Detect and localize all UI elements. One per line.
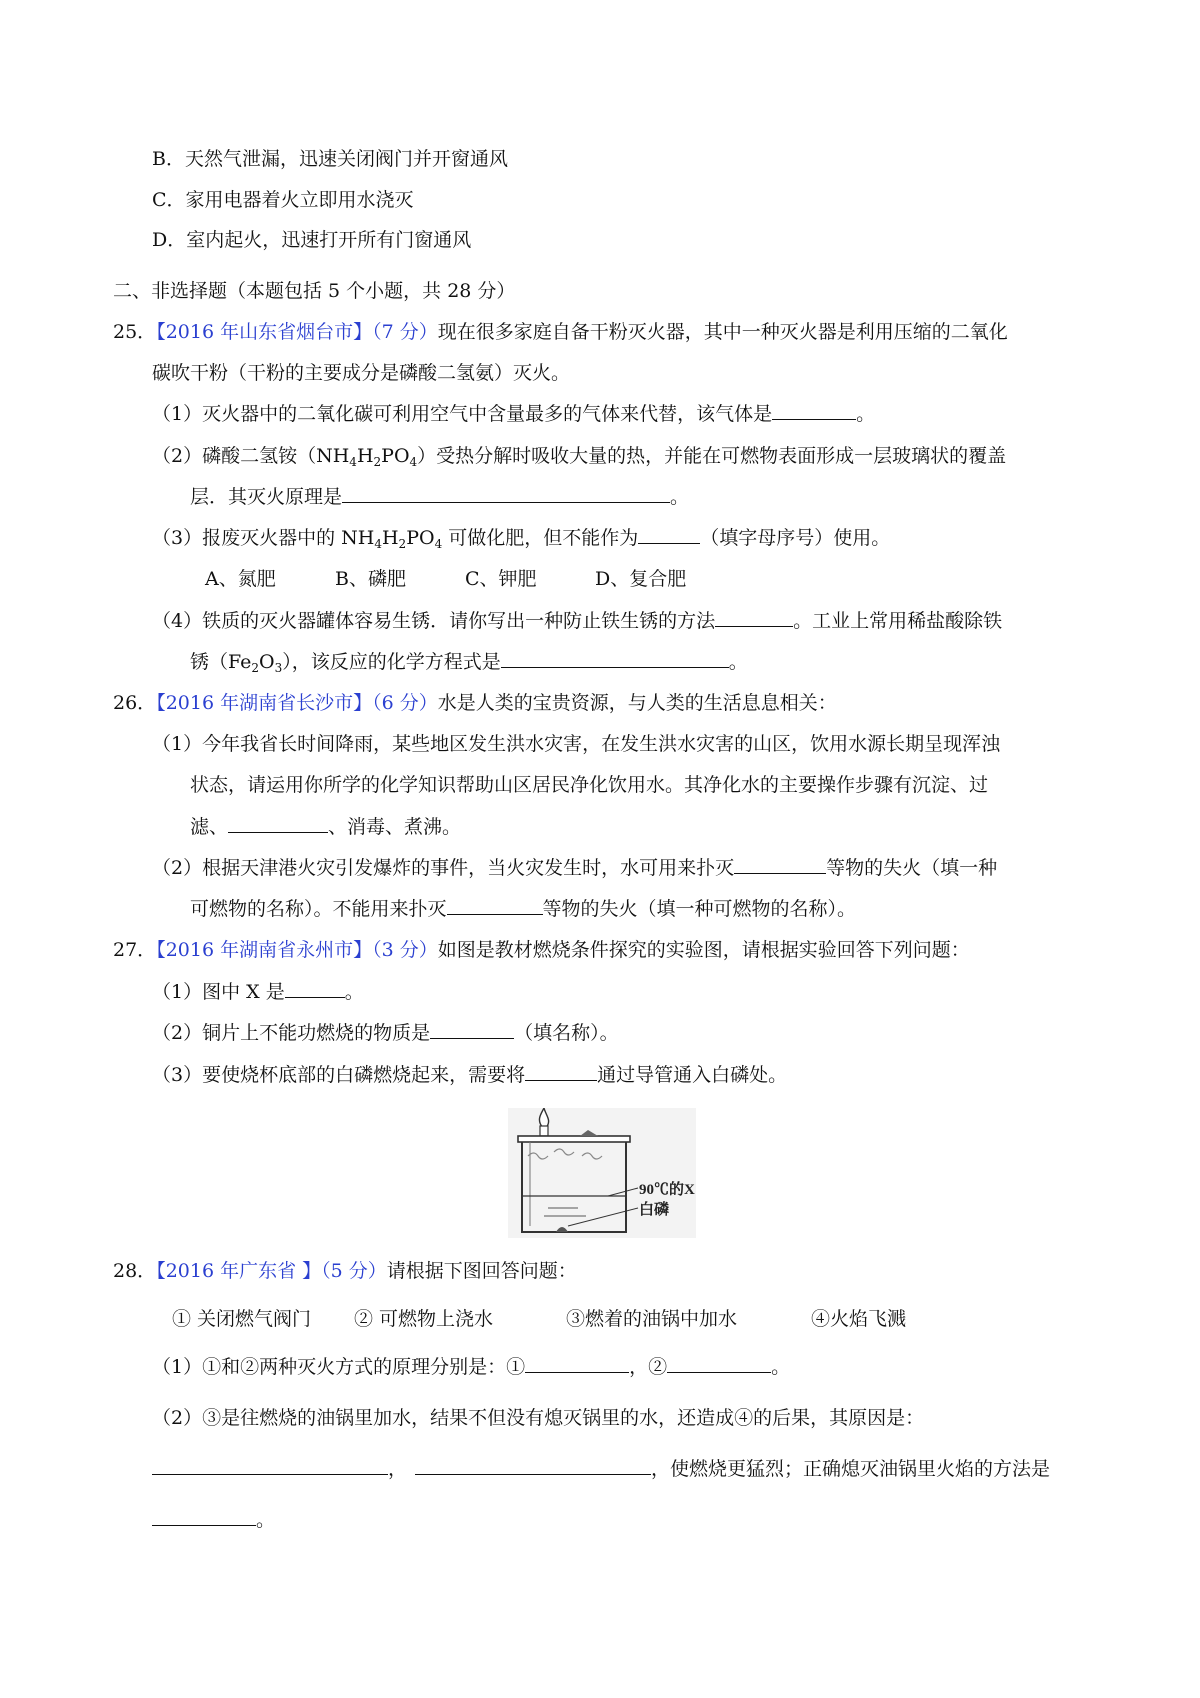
q25-part1: [152, 401, 875, 427]
answer-blank[interactable]: [342, 484, 670, 503]
question-source: 【2016 年湖南省长沙市】（6 分）: [156, 692, 438, 714]
item-4: ④火焰飞溅: [811, 1308, 907, 1330]
part-text: 。工业上常用稀盐酸除铁: [793, 610, 1003, 632]
question-number: 25．: [113, 321, 157, 343]
part-text: （3）要使烧杯底部的白磷燃烧起来，需要将: [152, 1064, 526, 1086]
subscript: 4: [349, 455, 357, 469]
question-text: 水是人类的宝贵资源，与人类的生活息息相关：: [437, 692, 837, 714]
part-text: 。: [344, 981, 364, 1003]
answer-blank[interactable]: [152, 1507, 256, 1526]
part-text: 可做化肥，但不能作为: [442, 527, 639, 549]
question-25-stem-cont: 碳吹干粉（干粉的主要成分是磷酸二氢氨）灭火。: [152, 362, 571, 384]
part-text: （2）铜片上不能功燃烧的物质是: [152, 1022, 431, 1044]
part-text: H: [356, 445, 374, 467]
part-text: ），该反应的化学方程式是: [282, 651, 501, 673]
part-text: ，②: [629, 1356, 668, 1378]
q28-part1: [152, 1354, 790, 1380]
part-text: 。: [856, 403, 876, 425]
q28-part2: （2）③是往燃烧的油锅里加水，结果不但没有熄灭锅里的水，还造成④的后果，其原因是：: [152, 1407, 925, 1429]
option-d: D．室内起火，迅速打开所有门窗通风: [152, 229, 472, 251]
option-b: B．天然气泄漏，迅速关闭阀门并开窗通风: [152, 148, 508, 170]
q28-part2-cont: [152, 1456, 1050, 1482]
answer-blank[interactable]: [772, 401, 856, 420]
option-c: C．家用电器着火立即用水浇灭: [152, 189, 414, 211]
question-source: 【2016 年山东省烟台市】（7 分）: [156, 321, 438, 343]
figure-label-x: 90℃的X: [639, 1182, 695, 1198]
part-text: ，使燃烧更猛烈；正确熄灭油锅里火焰的方法是: [651, 1458, 1051, 1480]
subscript: 4: [434, 537, 443, 551]
part-text: O: [259, 651, 275, 673]
answer-blank[interactable]: [667, 1354, 771, 1373]
question-25-stem: [113, 319, 1008, 345]
answer-blank[interactable]: [152, 1456, 388, 1475]
part-text: 、消毒、煮沸。: [328, 816, 462, 838]
question-text: 如图是教材燃烧条件探究的实验图，请根据实验回答下列问题：: [437, 939, 970, 961]
part-text: （3）报废灭火器中的 NH: [152, 527, 375, 549]
answer-blank[interactable]: [715, 608, 793, 627]
part-text: 。: [728, 651, 748, 673]
question-27-stem: [113, 937, 970, 963]
part-text: 。: [670, 486, 690, 508]
part-text: 等物的失火（填一种: [826, 857, 998, 879]
answer-blank[interactable]: [638, 525, 700, 544]
item-3: ③燃着的油锅中加水: [566, 1308, 738, 1330]
q27-part3: [152, 1062, 787, 1088]
choice-b[interactable]: B、磷肥: [335, 568, 406, 590]
q25-part2-cont: [190, 484, 689, 510]
part-text: （2）磷酸二氢铵（NH: [152, 445, 350, 467]
part-text: 。: [771, 1356, 791, 1378]
item-1: ① 关闭燃气阀门: [172, 1308, 312, 1330]
part-text: PO: [381, 445, 410, 467]
answer-blank[interactable]: [525, 1062, 597, 1081]
item-2: ② 可燃物上浇水: [354, 1308, 494, 1330]
part-text: 锈（Fe: [190, 651, 252, 673]
part-text: 层．其灭火原理是: [190, 486, 343, 508]
figure-background: [508, 1108, 696, 1238]
answer-blank[interactable]: [415, 1456, 651, 1475]
experiment-figure: [508, 1108, 696, 1238]
subscript: 4: [409, 455, 418, 469]
part-text: （4）铁质的灭火器罐体容易生锈．请你写出一种防止铁生锈的方法: [152, 610, 716, 632]
part-text: （2）根据天津港火灾引发爆炸的事件，当火灾发生时，水可用来扑灭: [152, 857, 735, 879]
question-28-stem: [113, 1258, 577, 1284]
question-number: 27．: [113, 939, 157, 961]
part-text: （1）灭火器中的二氧化碳可利用空气中含量最多的气体来代替，该气体是: [152, 403, 773, 425]
subscript: 3: [274, 661, 283, 675]
question-source: 【2016 年湖南省永州市】（3 分）: [156, 939, 438, 961]
q25-part4-cont: [190, 649, 748, 675]
part-text: 等物的失火（填一种可燃物的名称）。: [542, 898, 857, 920]
figure-label-phosphorus: 白磷: [639, 1202, 670, 1218]
q25-part2: [152, 443, 1006, 469]
answer-blank[interactable]: [430, 1020, 514, 1039]
choice-c[interactable]: C、钾肥: [465, 568, 537, 590]
question-source: 【2016 年广东省 】（5 分）: [156, 1260, 387, 1282]
q27-part2: [152, 1020, 619, 1046]
question-text: 现在很多家庭自备干粉灭火器，其中一种灭火器是利用压缩的二氧化: [437, 321, 1008, 343]
part-text: （1）①和②两种灭火方式的原理分别是：①: [152, 1356, 526, 1378]
section-heading: 二、非选择题（本题包括 5 个小题，共 28 分）: [113, 280, 516, 302]
part-text: H: [381, 527, 399, 549]
choice-d[interactable]: D、复合肥: [595, 568, 687, 590]
part-text: 可燃物的名称）。不能用来扑灭: [190, 898, 447, 920]
answer-blank[interactable]: [228, 814, 328, 833]
question-26-stem: [113, 690, 837, 716]
part-text: 。: [256, 1509, 276, 1531]
subscript: 4: [374, 537, 382, 551]
part-text: （填名称）。: [514, 1022, 619, 1044]
question-text: 请根据下图回答问题：: [386, 1260, 577, 1282]
question-number: 26．: [113, 692, 157, 714]
answer-blank[interactable]: [525, 1354, 629, 1373]
q26-part2-cont: [190, 896, 856, 922]
copper-plate: [518, 1136, 630, 1142]
q26-part2: [152, 855, 997, 881]
subscript: 2: [373, 455, 382, 469]
q26-part1-cont: 状态，请运用你所学的化学知识帮助山区居民净化饮用水。其净化水的主要操作步骤有沉淀、过: [190, 774, 989, 796]
q28-items: [172, 1306, 906, 1332]
q25-part3: [152, 525, 890, 551]
subscript: 2: [398, 537, 407, 551]
part-text: PO: [406, 527, 435, 549]
part-text: （1）图中 X 是: [152, 981, 285, 1003]
subscript: 2: [251, 661, 260, 675]
part-text: 通过导管通入白磷处。: [597, 1064, 788, 1086]
answer-blank[interactable]: [501, 649, 729, 668]
part-text: ）受热分解时吸收大量的热，并能在可燃物表面形成一层玻璃状的覆盖: [417, 445, 1007, 467]
answer-blank[interactable]: [285, 979, 345, 998]
q26-part1: （1）今年我省长时间降雨，某些地区发生洪水灾害，在发生洪水灾害的山区，饮用水源长期呈现浑浊: [152, 733, 1001, 755]
q27-part1: [152, 979, 364, 1005]
part-text: 滤、: [190, 816, 229, 838]
question-number: 28．: [113, 1260, 157, 1282]
match-icon: [540, 1126, 548, 1136]
q28-part2-cont2: [152, 1507, 275, 1533]
answer-blank[interactable]: [734, 855, 826, 874]
part-text: ，: [388, 1458, 408, 1480]
choice-a[interactable]: A、氮肥: [205, 568, 276, 590]
q25-choices: [205, 566, 686, 592]
q25-part4: [152, 608, 1002, 634]
q26-part1-cont2: [190, 814, 461, 840]
part-text: （填字母序号）使用。: [700, 527, 891, 549]
answer-blank[interactable]: [447, 896, 543, 915]
